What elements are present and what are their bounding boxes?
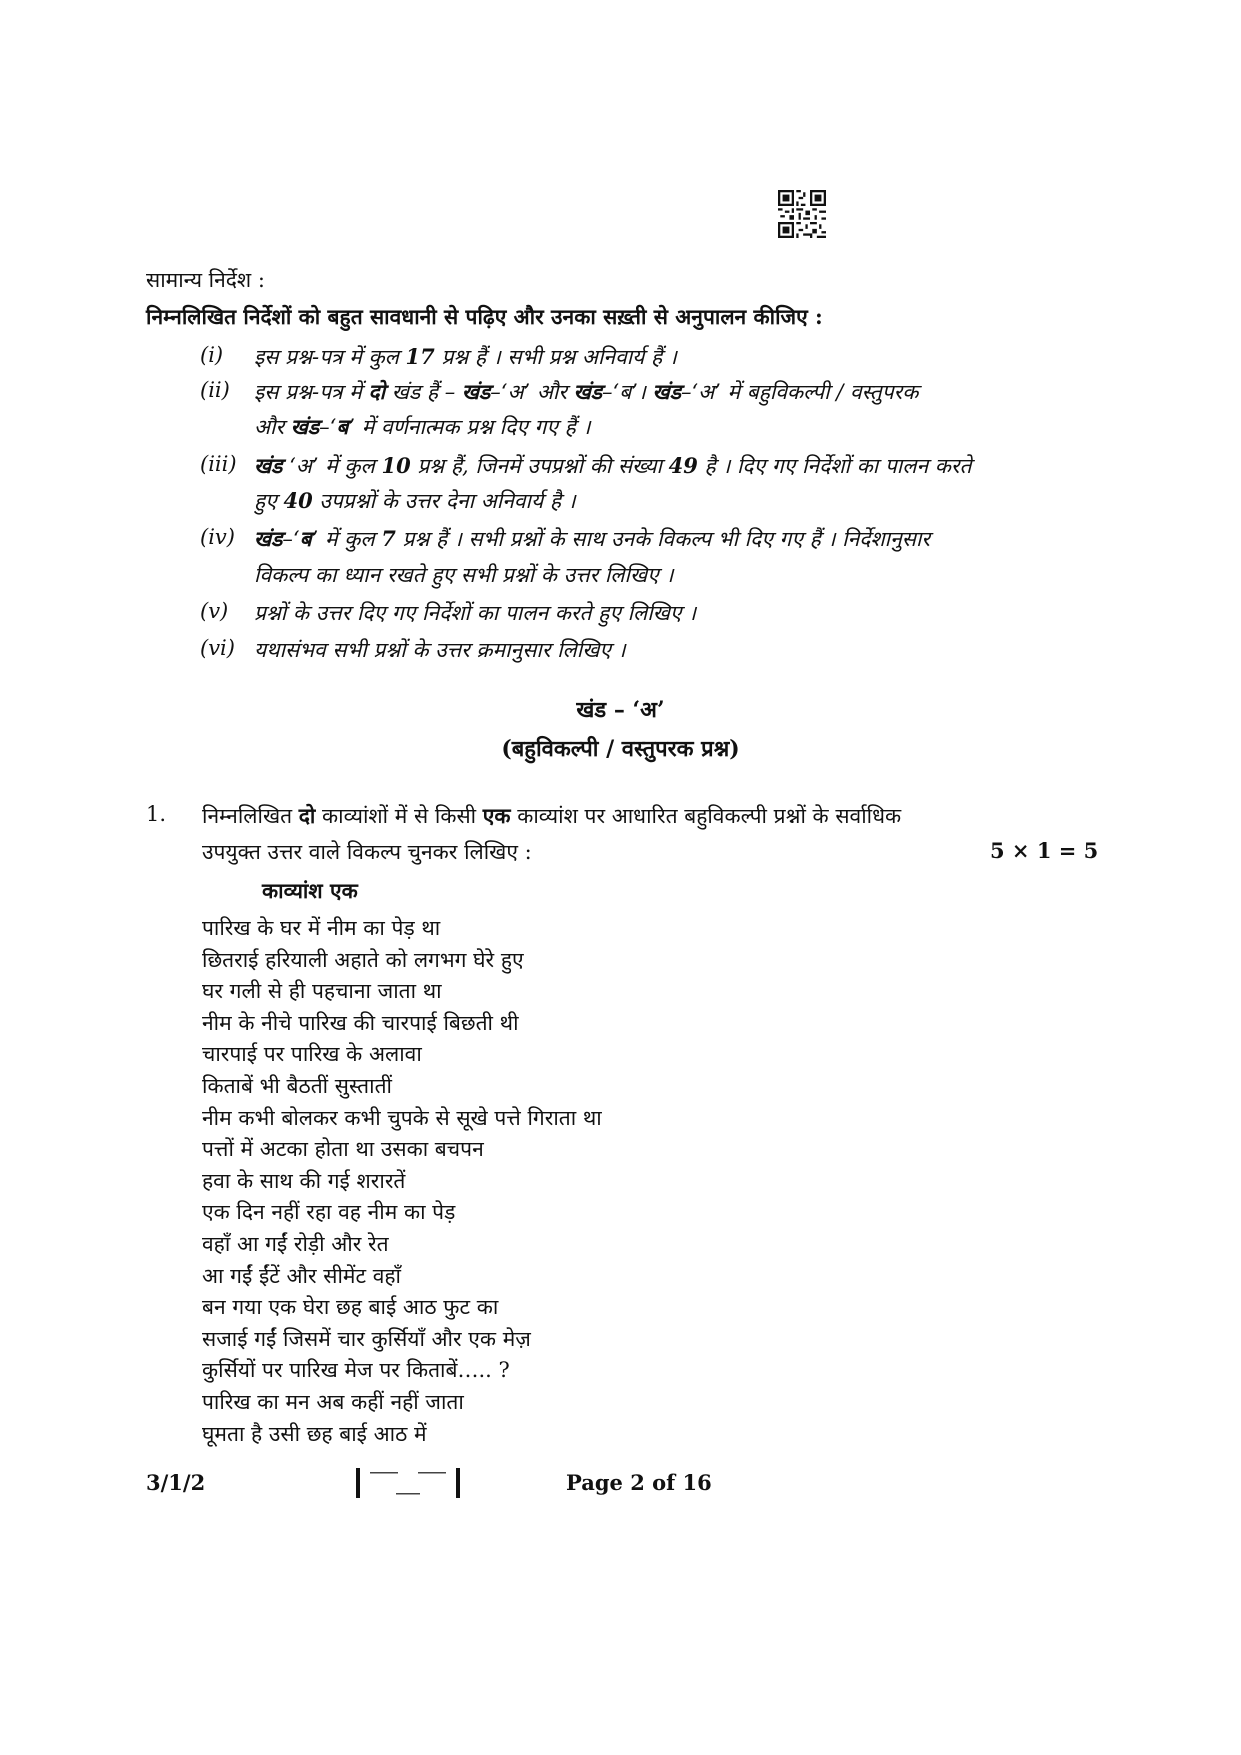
text-segment: इस प्रश्न-पत्र में कुल <box>254 345 406 369</box>
poem-line: आ गईं ईंटें और सीमेंट वहाँ <box>202 1263 401 1288</box>
text-segment: –‘ब’। <box>602 380 653 404</box>
page-number: Page 2 of 16 <box>566 1470 712 1495</box>
paper-code: 3/1/2 <box>146 1470 206 1495</box>
text-segment: ’ में वर्णनात्मक प्रश्न दिए गए हैं । <box>348 415 591 439</box>
question-text-line-2: उपयुक्त उत्तर वाले विकल्प चुनकर लिखिए : <box>202 840 532 864</box>
poem-line: पत्तों में अटका होता था उसका बचपन <box>202 1137 484 1162</box>
text-segment: निम्नलिखित <box>202 804 299 828</box>
poem-line: वहाँ आ गईं रोड़ी और रेत <box>202 1231 389 1256</box>
text-segment: और <box>254 415 291 439</box>
poem-line: किताबें भी बैठतीं सुस्तातीं <box>202 1073 392 1098</box>
poem-line: पारिख का मन अब कहीं नहीं जाता <box>202 1389 464 1414</box>
poem-line: छितराई हरियाली अहाते को लगभग घेरे हुए <box>202 947 524 972</box>
poem-line: बन गया एक घेरा छह बाई आठ फुट का <box>202 1295 499 1320</box>
text-segment: उपप्रश्नों के उत्तर देना अनिवार्य है । <box>312 489 576 513</box>
section-title: खंड – ‘अ’ <box>576 697 665 723</box>
instructions-title: सामान्य निर्देश : <box>146 268 265 292</box>
instruction-line <box>254 343 677 371</box>
instruction-line <box>254 413 590 441</box>
instruction-line <box>254 561 673 589</box>
instruction-number: (v) <box>200 599 229 623</box>
question-text-line-1 <box>202 802 901 830</box>
text-segment: –‘ <box>282 527 300 551</box>
instruction-line <box>254 636 626 664</box>
text-segment: काव्यांशों में से किसी <box>315 804 483 828</box>
text-segment: खंड हैं – <box>385 380 462 404</box>
poem-line: घर गली से ही पहचाना जाता था <box>202 979 442 1004</box>
section-subtitle: (बहुविकल्पी / वस्तुपरक प्रश्न) <box>501 736 740 762</box>
bold-text: खंड <box>290 414 320 439</box>
instruction-number: (ii) <box>200 378 230 402</box>
poem-line: नीम कभी बोलकर कभी चुपके से सूखे पत्ते गिराता था <box>202 1105 602 1130</box>
bold-text: 17 <box>405 344 435 369</box>
bold-text: ब <box>336 414 349 439</box>
instruction-number: (iv) <box>200 525 235 549</box>
text-segment: इस प्रश्न-पत्र में <box>254 380 369 404</box>
poem-line: पारिख के घर में नीम का पेड़ था <box>202 916 441 940</box>
instruction-number: (vi) <box>200 636 235 660</box>
text-segment: –‘अ’ और <box>490 380 574 404</box>
text-segment: प्रश्नों के उत्तर दिए गए निर्देशों का पालन करते हुए लिखिए । <box>254 601 697 625</box>
bold-text: खंड <box>254 453 283 478</box>
bold-text: खंड <box>573 379 603 404</box>
instruction-line <box>254 452 971 480</box>
text-segment: प्रश्न हैं, जिनमें उपप्रश्नों की संख्या <box>410 454 669 478</box>
bold-text: खंड <box>461 379 491 404</box>
text-segment: विकल्प का ध्यान रखते हुए सभी प्रश्नों के उत्तर लिखिए । <box>254 563 674 587</box>
text-segment: प्रश्न हैं । सभी प्रश्नों के साथ उनके विकल्प भी दिए गए हैं । निर्देशानुसार <box>395 527 930 551</box>
barcode-icon <box>356 1468 462 1498</box>
passage-title: काव्यांश एक <box>262 878 358 903</box>
bold-text: खंड <box>652 379 681 404</box>
text-segment: ’ में कुल <box>311 527 382 551</box>
text-segment: काव्यांश पर आधारित बहुविकल्पी प्रश्नों के सर्वाधिक <box>510 804 902 828</box>
poem-line: सजाई गईं जिसमें चार कुर्सियाँ और एक मेज़ <box>202 1326 531 1351</box>
poem-line: कुर्सियों पर पारिख मेज पर किताबें….. ? <box>202 1358 510 1383</box>
instruction-line <box>254 525 930 553</box>
poem-passage <box>202 913 602 1450</box>
text-segment: यथासंभव सभी प्रश्नों के उत्तर क्रमानुसार लिखिए । <box>254 638 626 662</box>
bold-text: 49 <box>668 453 698 478</box>
poem-line: नीम के नीचे पारिख की चारपाई बिछती थी <box>202 1010 519 1035</box>
bold-text: एक <box>482 803 511 828</box>
qr-code-icon <box>778 190 826 238</box>
bold-text: दो <box>298 803 316 828</box>
poem-line: चारपाई पर पारिख के अलावा <box>202 1042 422 1067</box>
question-number: 1. <box>146 802 167 826</box>
instruction-line <box>254 599 696 627</box>
bold-text: ब <box>299 526 312 551</box>
text-segment: –‘अ’ में बहुविकल्पी / वस्तुपरक <box>680 380 919 404</box>
text-segment: हुए <box>254 489 284 513</box>
poem-line: हवा के साथ की गई शरारतें <box>202 1168 406 1193</box>
bold-text: खंड <box>254 526 283 551</box>
text-segment: ‘अ’ में कुल <box>282 454 382 478</box>
question-marks: 5 × 1 = 5 <box>990 838 1099 863</box>
instructions-subtitle: निम्नलिखित निर्देशों को बहुत सावधानी से पढ़िए और उनका सख़्ती से अनुपालन कीजिए : <box>146 304 823 329</box>
text-segment: है । दिए गए निर्देशों का पालन करते <box>697 454 972 478</box>
poem-line: एक दिन नहीं रहा वह नीम का पेड़ <box>202 1200 456 1225</box>
bold-text: 10 <box>381 453 411 478</box>
instruction-line <box>254 487 576 515</box>
instruction-line <box>254 378 918 406</box>
instruction-number: (i) <box>200 343 224 367</box>
bold-text: दो <box>368 379 386 404</box>
text-segment: –‘ <box>319 415 337 439</box>
bold-text: 40 <box>283 488 313 513</box>
poem-line: घूमता है उसी छह बाई आठ में <box>202 1421 427 1446</box>
bold-text: 7 <box>381 526 396 551</box>
instruction-number: (iii) <box>200 452 237 476</box>
text-segment: प्रश्न हैं । सभी प्रश्न अनिवार्य हैं । <box>434 345 677 369</box>
